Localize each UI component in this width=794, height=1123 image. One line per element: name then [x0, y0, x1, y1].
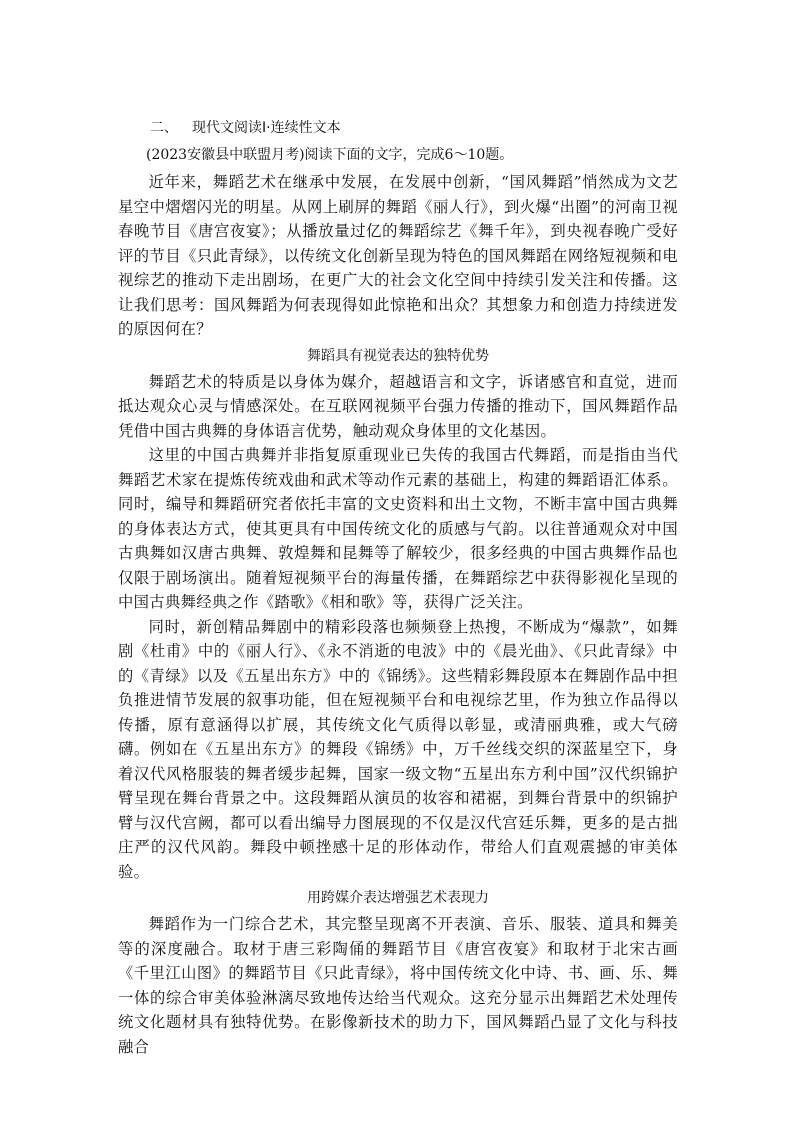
section-title: 现代文阅读Ⅰ·连续性文本	[192, 120, 341, 136]
subheading-visual-expression: 舞蹈具有视觉表达的独特优势	[307, 347, 489, 364]
subheading-cross-media: 用跨媒介表达增强艺术表现力	[307, 890, 489, 906]
document-page	[118, 118, 678, 1059]
paragraph: 近年来，舞蹈艺术在继承中发展，在发展中创新，“国风舞蹈”悄然成为文艺星空中熠熠闪光的明星。从网上刷屏的舞蹈《丽人行》，到火爆“出圈”的河南卫视春晚节目《唐宫夜宴》；从播放量过亿的舞蹈综艺《舞千年》，到央视春晚广受好评的节目《只此青绿》，以传统文化创新呈现为特色的国风舞蹈在网络短视频和电视综艺的推动下走出剧场，在更广大的社会文化空间中持续引发关注和传播。这让我们思考：国风舞蹈为何表现得如此惊艳和出众？其想象力和创造力持续迸发的原因何在？	[118, 173, 678, 338]
question-intro: (2023安徽县中联盟月考)阅读下面的文字，完成6～10题。	[146, 147, 514, 163]
paragraph: 同时，新创精品舞剧中的精彩段落也频频登上热搜，不断成为“爆款”，如舞剧《杜甫》中的《丽人行》、《永不消逝的电波》中的《晨光曲》、《只此青绿》中的《青绿》以及《五星出东方》中的《锦绣》。这些精彩舞段原本在舞剧作品中担负推进情节发展的叙事功能，但在短视频平台和电视综艺里，作为独立作品得以传播，原有意涵得以扩展，其传统文化气质得以彰显，或清丽典雅，或大气磅礴。例如在《五星出东方》的舞段《锦绣》中，万千丝线交织的深蓝星空下，身着汉代风格服装的舞者缓步起舞，国家一级文物“五星出东方利中国”汉代织锦护臂呈现在舞台背景之中。这段舞蹈从演员的妆容和裙裾，到舞台背景中的织锦护臂与汉代宫阙，都可以看出编导力图展现的不仅是汉代宫廷乐舞，更多的是古拙庄严的汉代风韵。舞段中顿挫感十足的形体动作，带给人们直观震撼的审美体验。	[118, 617, 678, 881]
paragraph: 舞蹈艺术的特质是以身体为媒介，超越语言和文字，诉诸感官和直觉，进而抵达观众心灵与情感深处。在互联网视频平台强力传播的推动下，国风舞蹈作品凭借中国古典舞的身体语言优势，触动观众身体里的文化基因。	[118, 372, 678, 440]
paragraph: 这里的中国古典舞并非指复原重现业已失传的我国古代舞蹈，而是指由当代舞蹈艺术家在提炼传统戏曲和武术等动作元素的基础上，构建的舞蹈语汇体系。同时，编导和舞蹈研究者依托丰富的文史资料和出土文物，不断丰富中国古典舞的身体表达方式，使其更具有中国传统文化的质感与气韵。以往普通观众对中国古典舞如汉唐古典舞、敦煌舞和昆舞等了解较少，很多经典的中国古典舞作品也仅限于剧场演出。随着短视频平台的海量传播，在舞蹈综艺中获得影视化呈现的中国古典舞经典之作《踏歌》《相和歌》等，获得广泛关注。	[118, 446, 678, 611]
section-heading	[150, 118, 678, 139]
section-number: 二、	[150, 120, 178, 136]
paragraph: 舞蹈作为一门综合艺术，其完整呈现离不开表演、音乐、服装、道具和舞美等的深度融合。取材于唐三彩陶俑的舞蹈节目《唐宫夜宴》和取材于北宋古画《千里江山图》的舞蹈节目《只此青绿》，将中国传统文化中诗、书、画、乐、舞一体的综合审美体验淋漓尽致地传达给当代观众。这充分显示出舞蹈艺术处理传统文化题材具有独特优势。在影像新技术的助力下，国风舞蹈凸显了文化与科技融合	[118, 915, 678, 1056]
